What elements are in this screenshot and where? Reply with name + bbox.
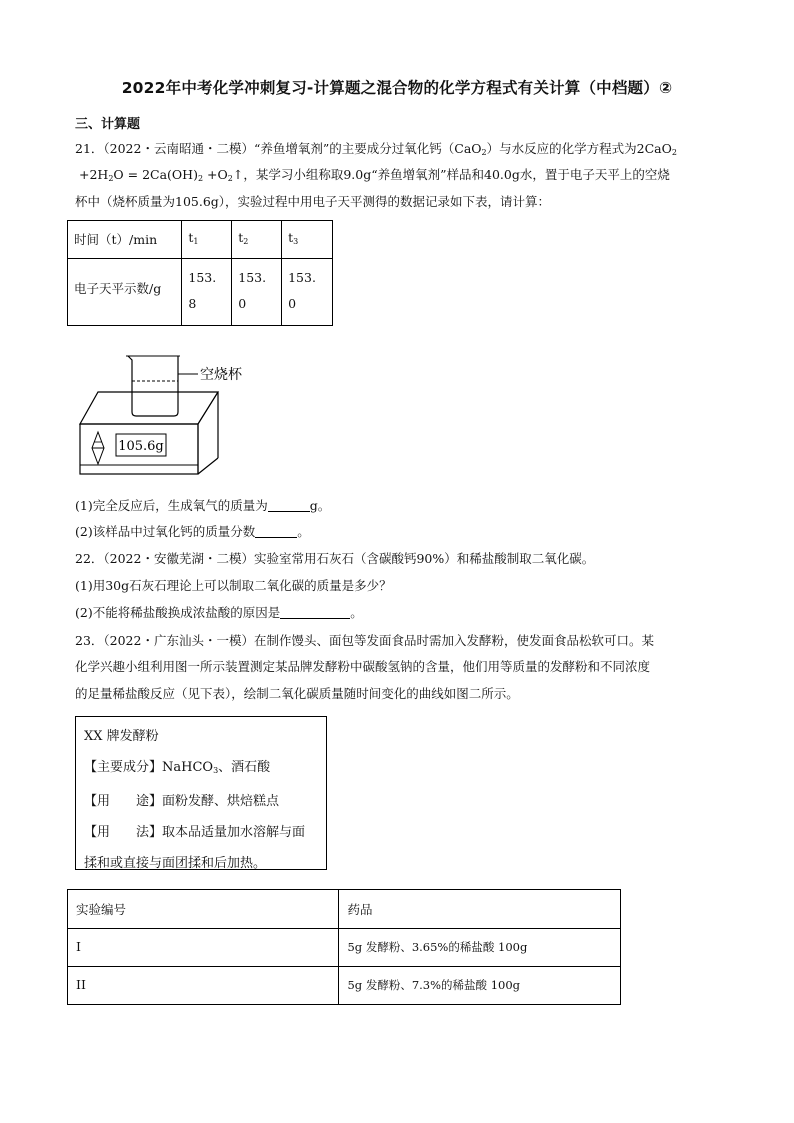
- q21-line-3: 杯中（烧杯质量为105.6g），实验过程中用电子天平测得的数据记录如下表，请计算：: [75, 194, 551, 209]
- q21-data-table: [67, 220, 333, 326]
- box-line-ingredients: 【主要成分】NaHCO$_3$、酒石酸: [84, 760, 271, 775]
- table-header-drug: 药品: [339, 890, 621, 929]
- answer-blank-3[interactable]: [280, 607, 350, 619]
- table-cell-t2: $t_2$: [232, 221, 282, 259]
- box-line-usage: 【用 途】面粉发酵、烘焙糕点: [84, 794, 280, 809]
- answer-blank-2[interactable]: [255, 526, 297, 538]
- q23-line-2: 化学兴趣小组利用图一所示装置测定某品牌发酵粉中碳酸氢钠的含量，他们用等质量的发酵粉和不同浓度: [75, 659, 651, 674]
- table-cell-t3: $t_3$: [282, 221, 333, 259]
- q22-line-1: 22．（2022・安徽芜湖・二模）实验室常用石灰石（含碳酸钙90%）和稀盐酸制取二氧化碳。: [75, 551, 595, 566]
- table-row-drug: 5g 发酵粉、3.65%的稀盐酸 100g: [339, 929, 621, 967]
- q22-sub-2: (2)不能将稀盐酸换成浓盐酸的原因是 。: [75, 605, 363, 620]
- q21-sub-1: (1)完全反应后，生成氧气的质量为 g。: [75, 498, 331, 513]
- box-line-method: 【用 法】取本品适量加水溶解与面: [84, 825, 306, 840]
- page-title: 2022年中考化学冲刺复习-计算题之混合物的化学方程式有关计算（中档题）②: [121, 79, 673, 97]
- table-value-1: 153. 8: [182, 259, 232, 326]
- table-row-id: I: [68, 929, 339, 967]
- table-row-id: II: [68, 967, 339, 1005]
- knob-icon: [92, 432, 104, 464]
- table-value-2: 153. 0: [232, 259, 282, 326]
- table-row-drug: 5g 发酵粉、7.3%的稀盐酸 100g: [339, 967, 621, 1005]
- q22-sub-1: (1)用30g石灰石理论上可以制取二氧化碳的质量是多少？: [75, 578, 392, 593]
- q23-line-1: 23．（2022・广东汕头・一模）在制作馒头、面包等发面食品时需加入发酵粉，使发面食品松软可口。某: [75, 633, 654, 648]
- box-line-method-cont: 揉和或直接与面团揉和后加热。: [84, 856, 267, 871]
- table-header-time: 时间（t）/min: [68, 221, 182, 259]
- box-line-brand: XX 牌发酵粉: [84, 729, 159, 744]
- q21-sub-2: (2)该样品中过氧化钙的质量分数 。: [75, 524, 310, 539]
- answer-blank-1[interactable]: [268, 500, 310, 512]
- beaker-label: 空烧杯: [200, 367, 242, 383]
- q23-line-3: 的足量稀盐酸反应（见下表），绘制二氧化碳质量随时间变化的曲线如图二所示。: [75, 686, 519, 701]
- q21-line-2: $+2H_2O = 2Ca(OH)_2$ $+O_2↑$，某学习小组称取9.0g“养鱼增氧剂”样品和40.0g水，置于电子天平上的空烧: [79, 167, 670, 183]
- balance-display: 105.6g: [118, 439, 164, 454]
- q21-line-1: 21．（2022・云南昭通・二模）“养鱼增氧剂”的主要成分过氧化钙（CaO$_2$）与水反应的化学方程式为2CaO$_2$: [75, 141, 677, 157]
- beaker-icon: [126, 356, 198, 416]
- table-value-3: 153. 0: [282, 259, 333, 326]
- balance-figure: [78, 348, 258, 484]
- section-heading: 三、计算题: [75, 117, 141, 132]
- table-header-id: 实验编号: [68, 890, 339, 929]
- table-header-reading: 电子天平示数/g: [68, 259, 182, 326]
- baking-powder-label-box: [75, 716, 327, 870]
- table-cell-t1: $t_1$: [182, 221, 232, 259]
- q23-experiment-table: [67, 889, 621, 1005]
